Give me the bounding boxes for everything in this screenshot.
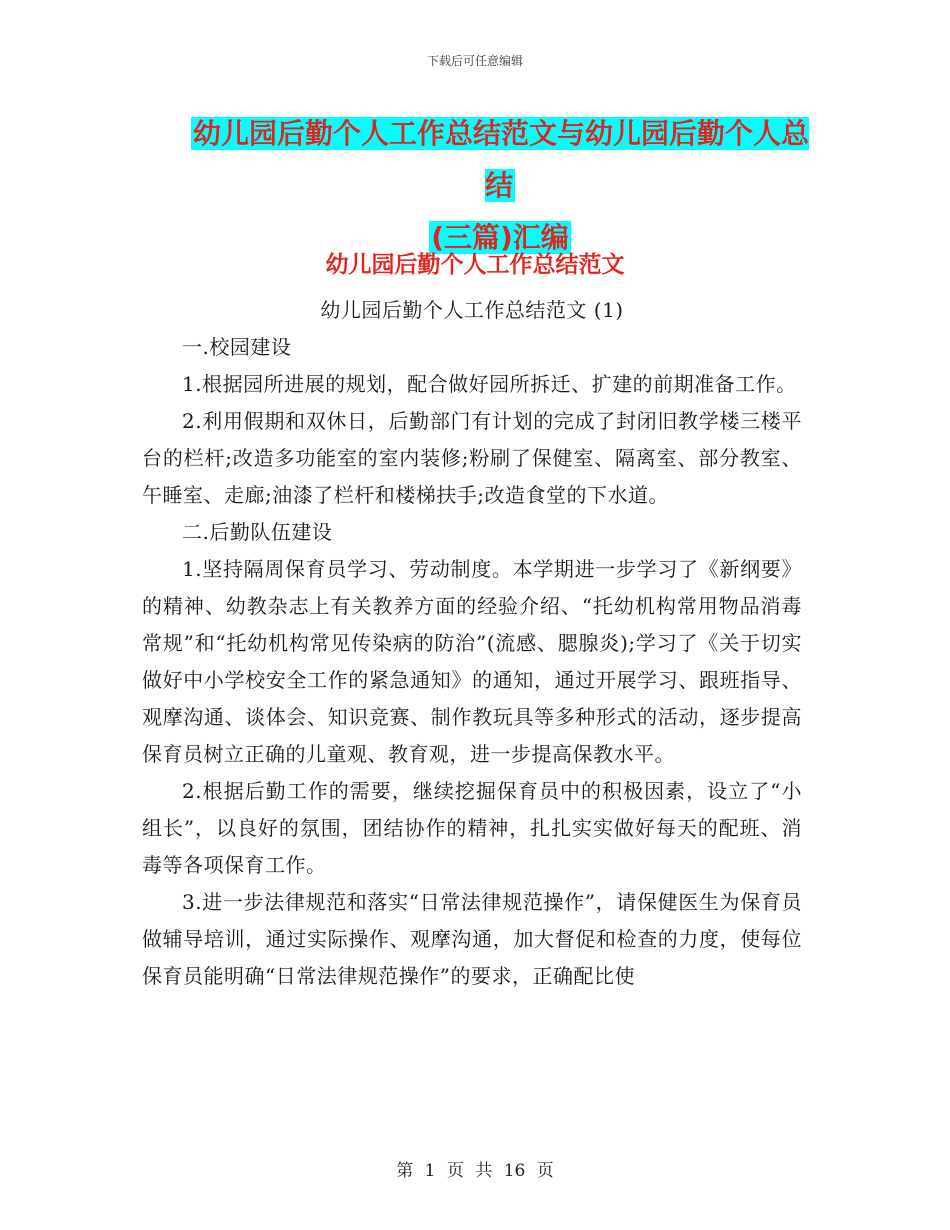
heading-logistics-team: 二.后勤队伍建设 [182, 520, 333, 544]
document-title [190, 108, 810, 264]
section-title: 幼儿园后勤个人工作总结范文 [325, 252, 625, 278]
document-title-line-1: 幼儿园后勤个人工作总结范文与幼儿园后勤个人总结 [192, 117, 809, 202]
header-note: 下载后可任意编辑 [426, 54, 523, 68]
page-footer: 第 1 页 共 16 页 [396, 1161, 554, 1181]
paragraph: 3.进一步法律规范和落实“日常法律规范操作”，请保健医生为保育员做辅导培训，通过实际操作、观摩沟通，加大督促和检查的力度，使每位保育员能明确“日常法律规范操作”的要求，正确配比使 [142, 890, 802, 988]
paragraph: 1.根据园所进展的规划，配合做好园所拆迁、扩建的前期准备工作。 [182, 372, 797, 396]
paragraph: 2.利用假期和双休日，后勤部门有计划的完成了封闭旧教学楼三楼平台的栏杆;改造多功能室的室内装修;粉刷了保健室、隔离室、部分教室、午睡室、走廊;油漆了栏杆和楼梯扶手;改造食堂的下水道。 [142, 409, 802, 507]
paragraph: 1.坚持隔周保育员学习、劳动制度。本学期进一步学习了《新纲要》的精神、幼教杂志上有关教养方面的经验介绍、“托幼机构常用物品消毒常规”和“托幼机构常见传染病的防治”(流感、腮腺炎);学习了《关于切实做好中小学校安全工作的紧急通知》的通知，通过开展学习、跟班指导、观摩沟通、谈体会、知识竞赛、制作教玩具等多种形式的活动，逐步提高保育员树立正确的儿童观、教育观，进一步提高保教水平。 [142, 557, 802, 766]
heading-campus-construction: 一.校园建设 [182, 335, 292, 359]
article-subtitle: 幼儿园后勤个人工作总结范文 (1) [320, 298, 624, 322]
document-body [142, 292, 802, 995]
document-title-line-2: (三篇)汇编 [431, 221, 569, 254]
paragraph: 2.根据后勤工作的需要，继续挖掘保育员中的积极因素，设立了“小组长”，以良好的氛围，团结协作的精神，扎扎实实做好每天的配班、消毒等各项保育工作。 [142, 779, 802, 877]
